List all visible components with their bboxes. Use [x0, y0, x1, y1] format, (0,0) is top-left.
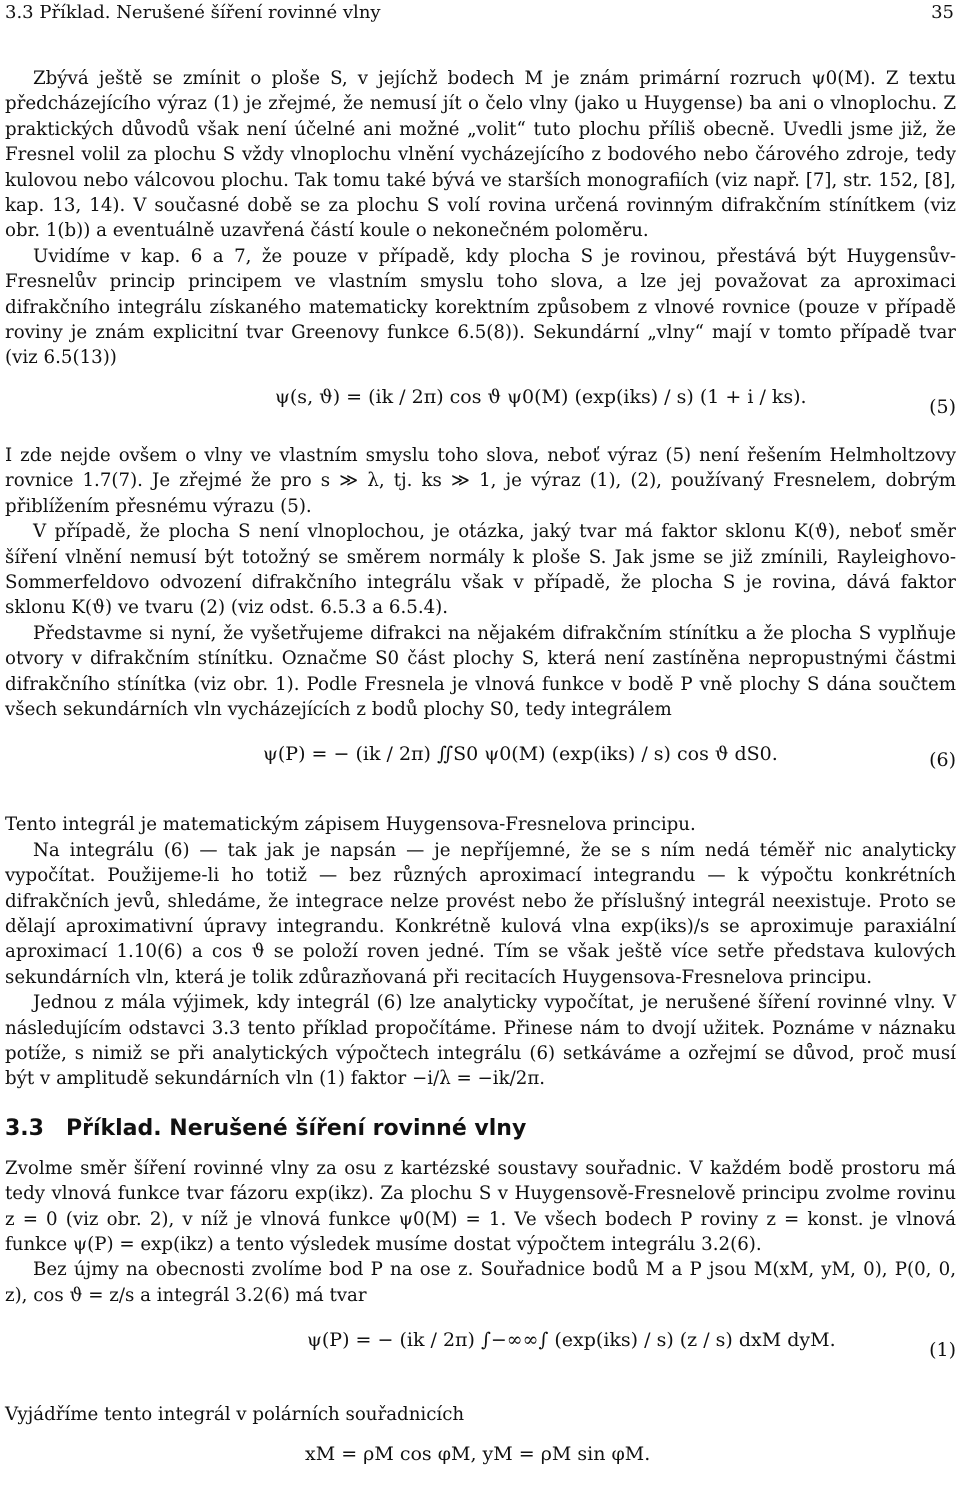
equation-1-label: (1): [929, 1339, 956, 1362]
equation-6: [5, 728, 956, 806]
page-number: 35: [931, 2, 954, 23]
equation-1: [5, 1314, 956, 1396]
document-body: [5, 66, 956, 1486]
running-title: 3.3 Příklad. Nerušené šíření rovinné vlny: [5, 2, 381, 23]
running-header: [5, 0, 954, 26]
paragraph-11: Vyjádříme tento integrál v polárních souřadnicích: [5, 1404, 465, 1426]
paragraph-1: Zbývá ještě se zmínit o ploše S, v jejíchž bodech M je znám primární rozruch ψ0(M). Z textu předcházejícího výraz (1) je zřejmé, že nemusí jít o čelo vlny (jako u Huygense) ba ani o vlnoplochu. Z praktických důvodů však není účelné ani možné „volit“ tuto plochu příliš obecně. Uvedli jsme již, že Fresnel volil za plochu S vždy vlnoplochu vlnění vycházejícího z bodového nebo čárového zdroje, tedy kulovou nebo válcovou plochu. Tak tomu také bývá ve starších monografiích (viz např. [7], str. 152, [8], kap. 13, 14). V současné době se za plochu S volí rovina určená rovinným difrakčním stínítkem (viz obr. 1(b)) a eventuálně uzavřená částí koule o nekonečném poloměru.: [5, 68, 956, 242]
equation-5-label: (5): [929, 395, 956, 418]
paragraph-4: V případě, že plocha S není vlnoplochou, je otázka, jaký tvar má faktor sklonu K(ϑ), neboť směr šíření vlnění nemusí být totožný se směrem normály k ploše S. Jak jsme se již zmínili, Rayleighovo-Sommerfeldovo odvození difrakčního integrálu však v případě, že plocha S je rovina, dává faktor sklonu K(ϑ) ve tvaru (2) (viz odst. 6.5.3 a 6.5.4).: [5, 521, 956, 619]
equation-6-math: ψ(P) = − (ik / 2π) ∬S0 ψ0(M) (exp(iks) / s) cos ϑ dS0.: [263, 743, 778, 766]
section-title: Příklad. Nerušené šíření rovinné vlny: [65, 1115, 527, 1141]
equation-1-math: ψ(P) = − (ik / 2π) ∫−∞∞∫ (exp(iks) / s) (z / s) dxM dyM.: [307, 1329, 836, 1352]
equation-5: [5, 377, 956, 437]
paragraph-5: Představme si nyní, že vyšetřujeme difrakci na nějakém difrakčním stínítku a že plocha S vyplňuje otvory v difrakčním stínítku. Označme S0 část plochy S, která není zastíněna nepropustnými částmi difrakčního stínítka (viz obr. 1). Podle Fresnela je vlnová funkce v bodě P vně plochy S dána součtem všech sekundárních vln vycházejících z bodů plochy S0, tedy integrálem: [5, 622, 956, 720]
paragraph-8: Jednou z mála výjimek, kdy integrál (6) lze analyticky vypočítat, je nerušené šíření rovinné vlny. V následujícím odstavci 3.3 tento příklad propočítáme. Přinese nám to dvojí užitek. Poznáme v náznaku potíže, s nimiž se při analytických výpočtech integrálu (6) setkáváme a ozřejmí se důvod, proč musí být v amplitudě sekundárních vln (1) faktor −i/λ = −ik/2π.: [5, 992, 956, 1090]
paragraph-7: Na integrálu (6) — tak jak je napsán — je nepříjemné, že se s ním nedá téměř nic analyticky vypočítat. Použijeme-li ho totiž — bez různých aproximací integrandu — k výpočtu konkrétních difrakčních jevů, shledáme, že integrace nelze provést nebo že příslušný integrál neexistuje. Proto se dělají aproximativní úpravy integrandu. Konkrétně kulová vlna exp(iks)/s se aproximuje paraxiální aproximací 1.10(6) a cos ϑ se položí roven jedné. Tím se však ještě více setře představa kulových sekundárních vln, která je tolik zdůrazňovaná při recitacích Huygensova-Fresnelova principu.: [5, 839, 956, 988]
paragraph-2: Uvidíme v kap. 6 a 7, že pouze v případě, kdy plocha S je rovinou, přestává být Huygensův-Fresnelův princip principem ve vlastním smyslu toho slova, a lze jej považovat za aproximaci difrakčního integrálu získaného matematicky korektním způsobem z vlnové rovnice (pouze v případě roviny je znám explicitní tvar Greenovy funkce 6.5(8)). Sekundární „vlny“ mají v tomto případě tvar (viz 6.5(13)): [5, 245, 956, 369]
paragraph-3: I zde nejde ovšem o vlny ve vlastním smyslu toho slova, neboť výraz (5) není řešením Helmholtzovy rovnice 1.7(7). Je zřejmé že pro s ≫ λ, tj. ks ≫ 1, je výraz (1), (2), používaný Fresnelem, dobrým přiblížením přesnému výrazu (5).: [5, 444, 956, 517]
equation-polar-math: xM = ρM cos φM, yM = ρM sin φM.: [305, 1442, 651, 1465]
equation-6-label: (6): [929, 749, 956, 772]
equation-5-math: ψ(s, ϑ) = (ik / 2π) cos ϑ ψ0(M) (exp(iks) / s) (1 + i / ks).: [275, 385, 807, 408]
paragraph-9: Zvolme směr šíření rovinné vlny za osu z kartézské soustavy souřadnic. V každém bodě prostoru má tedy vlnová funkce tvar fázoru exp(ikz). Za plochu S v Huygensově-Fresnelově principu zvolme rovinu z = 0 (viz obr. 2), v níž je vlnová funkce ψ0(M) = 1. Ve všech bodech P roviny z = konst. je vlnová funkce ψ(P) = exp(ikz) a tento výsledek musíme dostat výpočtem integrálu 3.2(6).: [5, 1157, 956, 1256]
section-heading: [5, 1114, 956, 1144]
paragraph-6: Tento integrál je matematickým zápisem Huygensova-Fresnelova principu.: [5, 814, 696, 836]
equation-polar: [5, 1434, 956, 1480]
section-number: 3.3: [5, 1115, 44, 1141]
paragraph-10: Bez újmy na obecnosti zvolíme bod P na ose z. Souřadnice bodů M a P jsou M(xM, yM, 0), P(0, 0, z), cos ϑ = z/s a integrál 3.2(6) má tvar: [5, 1259, 956, 1306]
